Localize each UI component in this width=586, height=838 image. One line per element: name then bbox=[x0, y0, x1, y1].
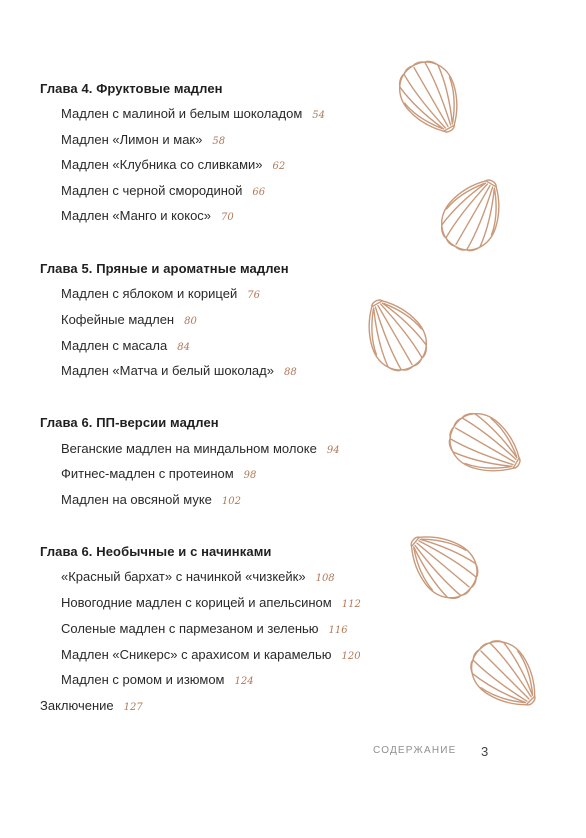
entry-title: Мадлен с масала bbox=[61, 338, 168, 353]
toc-entry[interactable] bbox=[61, 672, 254, 687]
toc-entry[interactable] bbox=[61, 647, 361, 662]
entry-title: Заключение bbox=[40, 698, 114, 713]
toc-entry[interactable] bbox=[61, 441, 340, 456]
chapter-heading: Глава 5. Пряные и ароматные мадлен bbox=[40, 261, 289, 276]
entry-page: 102 bbox=[221, 496, 241, 507]
entry-page: 112 bbox=[341, 599, 361, 610]
entry-page: 58 bbox=[212, 136, 226, 147]
chapter-heading: Глава 6. ПП-версии мадлен bbox=[40, 415, 219, 430]
entry-title: Мадлен с черной смородиной bbox=[61, 183, 243, 198]
entry-title: Мадлен «Сникерс» с арахисом и карамелью bbox=[61, 647, 332, 662]
madeleine-icon bbox=[386, 52, 476, 142]
toc-entry[interactable] bbox=[61, 208, 234, 223]
madeleine-icon bbox=[398, 520, 488, 610]
running-footer-title: СОДЕРЖАНИЕ bbox=[373, 745, 457, 756]
toc-entry[interactable] bbox=[61, 106, 325, 121]
entry-page: 98 bbox=[243, 470, 257, 481]
entry-page: 80 bbox=[184, 316, 197, 327]
entry-page: 94 bbox=[326, 445, 340, 456]
entry-title: Фитнес-мадлен с протеином bbox=[61, 466, 234, 481]
entry-page: 76 bbox=[247, 290, 260, 301]
madeleine-icon bbox=[440, 400, 530, 490]
entry-page: 54 bbox=[312, 110, 325, 121]
entry-page: 124 bbox=[234, 676, 254, 687]
entry-title: «Красный бархат» с начинкой «чизкейк» bbox=[61, 569, 306, 584]
page-number: 3 bbox=[481, 744, 489, 759]
entry-title: Новогодние мадлен с корицей и апельсином bbox=[61, 595, 332, 610]
toc-entry[interactable] bbox=[61, 132, 225, 147]
entry-title: Мадлен с ромом и изюмом bbox=[61, 672, 225, 687]
toc-entry-conclusion[interactable] bbox=[40, 698, 143, 713]
entry-title: Мадлен с яблоком и корицей bbox=[61, 286, 238, 301]
madeleine-icon bbox=[428, 170, 518, 260]
entry-title: Кофейные мадлен bbox=[61, 312, 175, 327]
entry-page: 127 bbox=[123, 702, 143, 713]
toc-entry[interactable] bbox=[61, 338, 190, 353]
entry-title: Мадлен «Матча и белый шоколад» bbox=[61, 363, 274, 378]
entry-page: 108 bbox=[315, 573, 335, 584]
toc-entry[interactable] bbox=[61, 621, 348, 636]
toc-entry[interactable] bbox=[61, 286, 260, 301]
entry-title: Веганские мадлен на миндальном молоке bbox=[61, 441, 317, 456]
entry-page: 88 bbox=[283, 367, 297, 378]
toc-entry[interactable] bbox=[61, 595, 361, 610]
toc-entry[interactable] bbox=[61, 157, 285, 172]
chapter-heading: Глава 4. Фруктовые мадлен bbox=[40, 81, 223, 96]
entry-page: 66 bbox=[252, 187, 266, 198]
entry-title: Мадлен «Манго и кокос» bbox=[61, 208, 212, 223]
madeleine-icon bbox=[460, 630, 550, 720]
toc-entry[interactable] bbox=[61, 569, 335, 584]
entry-page: 116 bbox=[328, 625, 348, 636]
entry-title: Мадлен «Клубника со сливками» bbox=[61, 157, 263, 172]
chapter-heading: Глава 6. Необычные и с начинками bbox=[40, 544, 272, 559]
entry-title: Мадлен с малиной и белым шоколадом bbox=[61, 106, 303, 121]
toc-entry[interactable] bbox=[61, 466, 256, 481]
entry-page: 84 bbox=[177, 342, 190, 353]
entry-title: Соленые мадлен с пармезаном и зеленью bbox=[61, 621, 319, 636]
toc-entry[interactable] bbox=[61, 183, 265, 198]
toc-entry[interactable] bbox=[61, 492, 241, 507]
entry-title: Мадлен «Лимон и мак» bbox=[61, 132, 203, 147]
entry-page: 120 bbox=[341, 651, 361, 662]
toc-entry[interactable] bbox=[61, 363, 297, 378]
entry-title: Мадлен на овсяной муке bbox=[61, 492, 212, 507]
madeleine-icon bbox=[350, 290, 440, 380]
entry-page: 62 bbox=[272, 161, 286, 172]
entry-page: 70 bbox=[221, 212, 234, 223]
toc-entry[interactable] bbox=[61, 312, 197, 327]
